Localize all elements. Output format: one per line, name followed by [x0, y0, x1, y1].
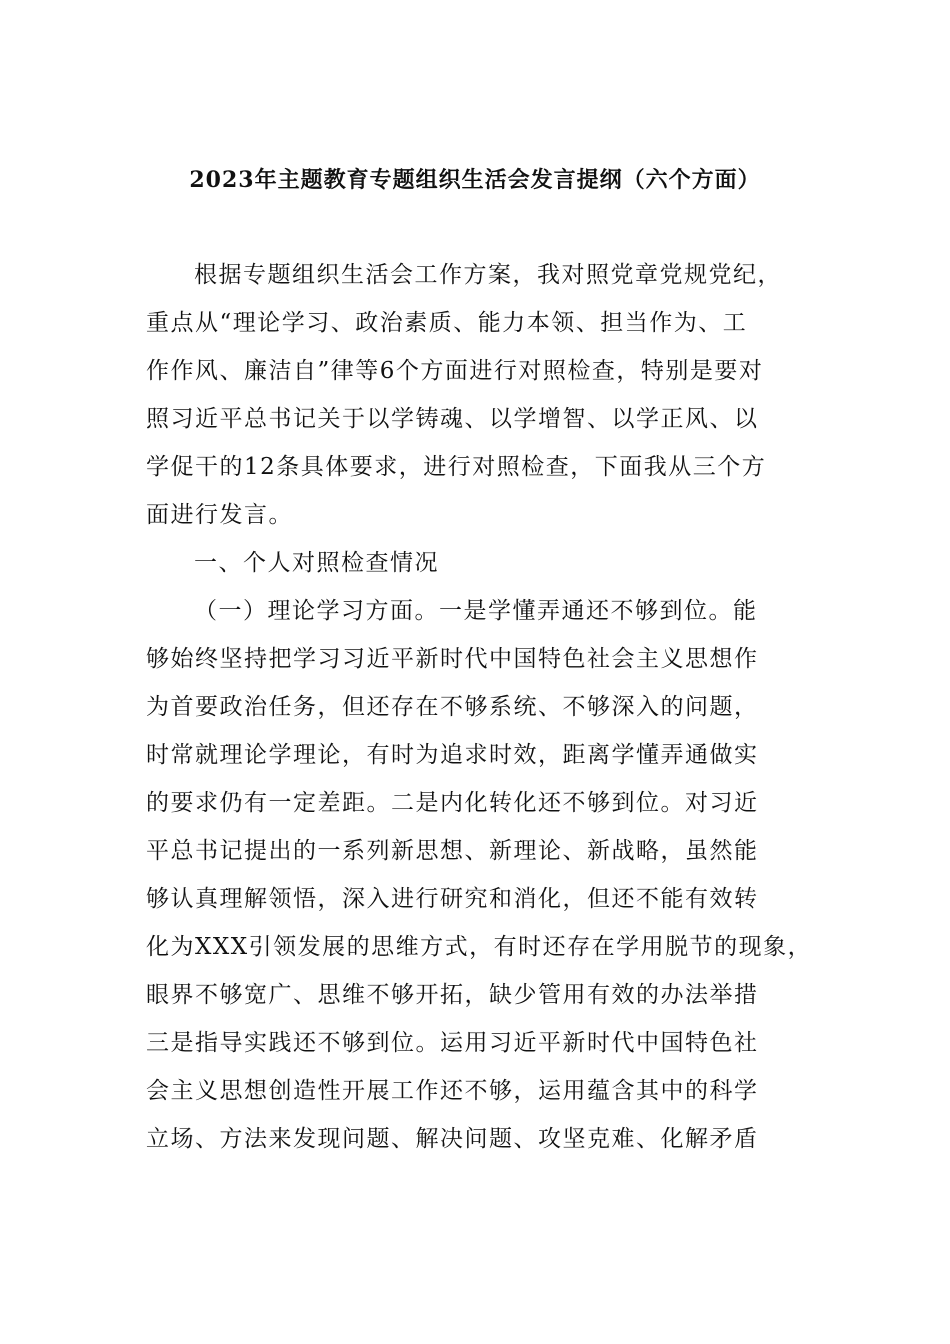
- paragraph-line: 三是指导实践还不够到位。运用习近平新时代中国特色社: [146, 1030, 759, 1056]
- paragraph-line: 学促干的12条具体要求，进行对照检查，下面我从三个方: [146, 454, 767, 480]
- paragraph-line: 为首要政治任务，但还存在不够系统、不够深入的问题，: [146, 694, 759, 720]
- paragraph-line: 时常就理论学理论，有时为追求时效，距离学懂弄通做实: [146, 742, 759, 768]
- section-heading: 一、个人对照检查情况: [194, 550, 439, 576]
- paragraph-line: 够始终坚持把学习习近平新时代中国特色社会主义思想作: [146, 646, 759, 672]
- document-body: [146, 251, 826, 1163]
- paragraph-line: 的要求仍有一定差距。二是内化转化还不够到位。对习近: [146, 790, 759, 816]
- paragraph-line: 眼界不够宽广、思维不够开拓，缺少管用有效的办法举措: [146, 982, 759, 1008]
- paragraph-line: 平总书记提出的一系列新思想、新理论、新战略，虽然能: [146, 838, 759, 864]
- paragraph-line: 根据专题组织生活会工作方案，我对照党章党规党纪，: [194, 262, 782, 288]
- paragraph-line: （一）理论学习方面。一是学懂弄通还不够到位。能: [194, 598, 758, 624]
- document-title: 2023年主题教育专题组织生活会发言提纲（六个方面）: [189, 167, 761, 193]
- paragraph-line: 面进行发言。: [146, 502, 293, 528]
- paragraph-line: 照习近平总书记关于以学铸魂、以学增智、以学正风、以: [146, 406, 759, 432]
- paragraph-line: 够认真理解领悟，深入进行研究和消化，但还不能有效转: [146, 886, 759, 912]
- paragraph-line: 化为XXX引领发展的思维方式，有时还存在学用脱节的现象，: [146, 934, 813, 960]
- paragraph-line: 立场、方法来发现问题、解决问题、攻坚克难、化解矛盾: [146, 1126, 759, 1152]
- paragraph-line: 重点从“理论学习、政治素质、能力本领、担当作为、工: [146, 310, 748, 336]
- paragraph-line: 作作风、廉洁自”律等6个方面进行对照检查，特别是要对: [146, 358, 764, 384]
- paragraph-line: 会主义思想创造性开展工作还不够，运用蕴含其中的科学: [146, 1078, 759, 1104]
